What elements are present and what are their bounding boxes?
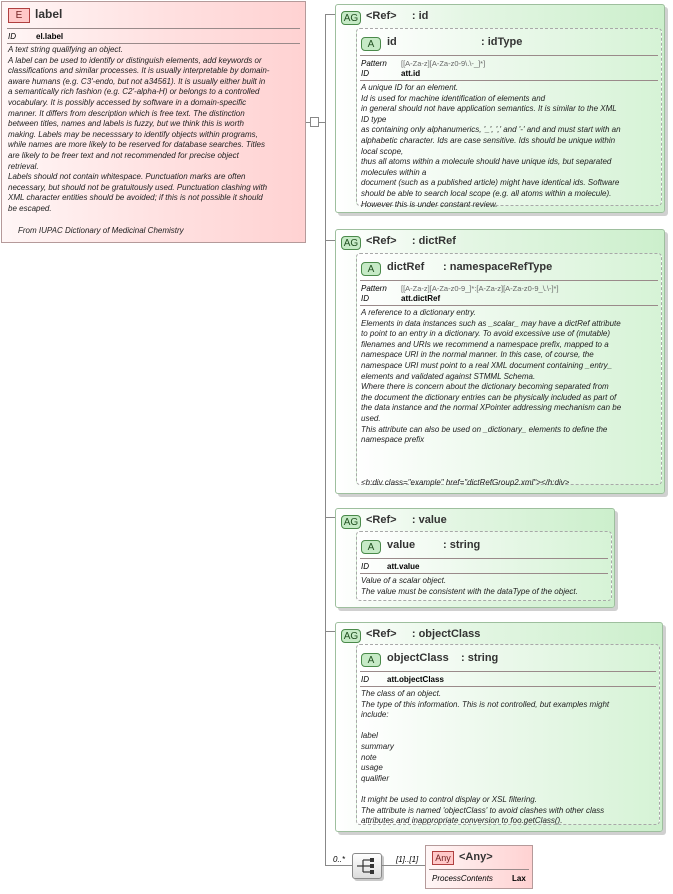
attribute-documentation: Value of a scalar object. The value must be consistent with the dataType of the object. [361, 576, 578, 596]
pattern-key: Pattern [361, 284, 387, 293]
process-contents-value: Lax [512, 874, 526, 883]
attribute-type: : string [461, 652, 499, 664]
attribute-group-id[interactable] [335, 4, 665, 213]
ref-label: <Ref> : id [366, 10, 429, 22]
connector-line [325, 14, 335, 15]
divider [360, 671, 656, 672]
attribute-documentation: The class of an object. The type of this information. This is not controlled, but examples might include: label summary note usage qualifier It might be used to control display or XSL filtering. The attribute is named 'objectClass' to avoid clashes with other class attributes and inappropriate conversion to foo.getClass(). [361, 689, 610, 826]
any-element-box[interactable] [425, 845, 533, 889]
connector-line [325, 517, 335, 518]
connector-line [325, 631, 335, 632]
any-occurrence: [1]..[1] [396, 855, 419, 864]
attributes-compositor-icon [310, 117, 319, 127]
id-key: ID [361, 69, 369, 78]
divider [360, 55, 658, 56]
id-key: ID [8, 32, 16, 41]
attribute-objectclass[interactable] [356, 644, 660, 825]
element-badge: E [8, 8, 30, 23]
attribute-documentation: A reference to a dictionary entry. Elements in data instances such as _scalar_ may have a dictRef attribute to point to an entry in a dictionary. To avoid excessive use of (mutable) filenames and URIs we recommend a namespace prefix, mapped to a namespace URI in the normal manner. In this case, of course, the namespace URI must point to a real XML document containing _entry_ elements and validated against STMML Schema. Where there is concern about the dictionary becoming separated from the document the dictionary entries can be physically included as part of the data instance and the normal XPointer addressing mechanism can be used. This attribute can also be used on _dictionary_ elements to define the namespace prefix <h:div class="example" href="dictRefGroup2.xml"></h:div> [361, 308, 622, 487]
attribute-name: value [387, 539, 416, 551]
attribute-documentation: A unique ID for an element. Id is used for machine identification of elements and in general should not have application semantics. It is similar to the XML ID type as containing only alphanumerics, '_', ',' and '-' and and must start with an alphabetic character. Ids are case sensitive. Ids should be unique within local scope, thus all atoms within a molecule should have unique ids, but separated molecules within a document (such as a published article) might have identical ids. Software should be able to search local scope (e.g. all atoms within a molecule). However this is under constant review. [361, 83, 621, 209]
id-key: ID [361, 675, 369, 684]
sequence-compositor[interactable] [352, 853, 382, 879]
divider [360, 305, 658, 306]
divider [429, 869, 529, 870]
attribute-badge: A [361, 653, 381, 667]
attribute-type: : string [443, 539, 481, 551]
element-name: label [35, 7, 63, 21]
attribute-name: dictRef [387, 261, 425, 273]
pattern-key: Pattern [361, 59, 387, 68]
sequence-occurrence: 0..* [333, 855, 346, 864]
connector-line [325, 865, 352, 866]
id-value: att.dictRef [401, 294, 441, 303]
attribute-group-badge: AG [341, 236, 361, 250]
element-label-box[interactable] [1, 1, 306, 243]
element-documentation: A text string qualifying an object. A label can be used to identify or distinguish elements, add keywords or classifications and similar processes. It is usually interpretable by domain- aware humans (e.g. C3'-endo, but not a34561). It is usually either built in a semantically rich fashion (e.g. C2'-alpha-H) or belongs to a controlled vocabulary. It is possibly accessed by software in a domain-specific manner. It differs from description which is free text. The distinction between titles, names and labels is fuzzy, but we think this is worth making. Labels may be necesssary to identify objects within programs, while names are more likely to be reserved for database searches. Titles are likely to be freer text and not recommended for precise object retrieval. Labels should not contain whitespace. Punctuation marks are often necessary, but should not be gratuitously used. Punctuation clashing with XML character entities should be avoided; if this is not possible it should be escaped. [8, 45, 270, 213]
pattern-value: [[A-Za-z][A-Za-z0-9\.\-_]*] [401, 59, 486, 68]
attribute-type: : namespaceRefType [443, 261, 553, 273]
id-key: ID [361, 294, 369, 303]
id-value: att.id [401, 69, 421, 78]
divider [360, 280, 658, 281]
connector-line [382, 865, 425, 866]
attribute-group-badge: AG [341, 629, 361, 643]
attribute-group-dictref[interactable] [335, 229, 665, 494]
id-value: att.objectClass [387, 675, 444, 684]
attribute-badge: A [361, 540, 381, 554]
any-name: <Any> [459, 851, 493, 863]
ref-label: <Ref> : dictRef [366, 235, 456, 247]
attribute-name: id [387, 36, 397, 48]
attribute-value[interactable] [356, 531, 612, 601]
id-value: att.value [387, 562, 420, 571]
attribute-dictref[interactable] [356, 253, 662, 485]
id-key: ID [361, 562, 369, 571]
divider [360, 558, 608, 559]
connector-line [325, 240, 335, 241]
attribute-badge: A [361, 37, 381, 51]
attribute-type: : idType [481, 36, 523, 48]
pattern-value: [[A-Za-z][A-Za-z0-9_]*:[A-Za-z][A-Za-z0-9_\.\-]*] [401, 284, 559, 293]
any-badge: Any [432, 851, 454, 865]
id-value: el.label [36, 32, 64, 41]
divider [360, 80, 658, 81]
divider [360, 686, 656, 687]
attribute-name: objectClass [387, 652, 449, 664]
attribute-badge: A [361, 262, 381, 276]
attribute-id[interactable] [356, 28, 662, 209]
ref-label: <Ref> : objectClass [366, 628, 481, 640]
ref-label: <Ref> : value [366, 514, 447, 526]
attribute-group-badge: AG [341, 11, 361, 25]
element-source: From IUPAC Dictionary of Medicinal Chemistry [18, 226, 184, 235]
divider [7, 43, 300, 44]
attribute-group-value[interactable] [335, 508, 615, 608]
divider [7, 28, 300, 29]
attribute-group-objectclass[interactable] [335, 622, 663, 832]
divider [360, 573, 608, 574]
sequence-icon [353, 854, 381, 878]
attribute-group-badge: AG [341, 515, 361, 529]
vertical-connector [325, 14, 326, 865]
process-contents-key: ProcessContents [432, 874, 493, 883]
